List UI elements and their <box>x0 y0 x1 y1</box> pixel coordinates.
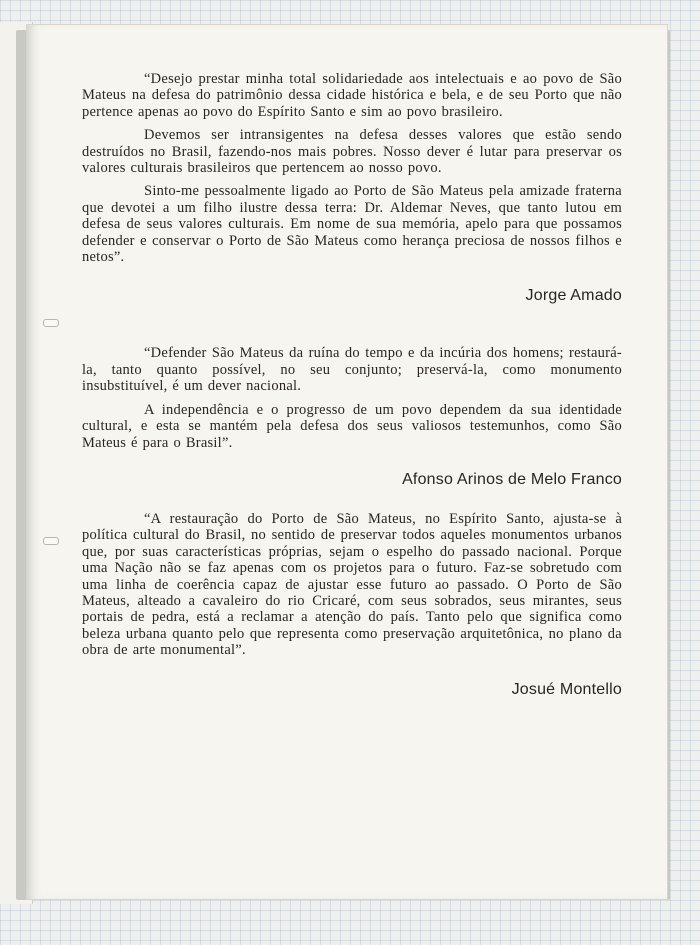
quote-jorge-amado <box>82 71 622 305</box>
staple-bottom <box>43 537 59 545</box>
quote-afonso-arinos <box>82 345 622 488</box>
quote-paragraph: Sinto-me pessoalmente ligado ao Porto de São Mateus pela amizade fraterna que devotei a um filho ilustre dessa terra: Dr. Aldemar Neves, que tanto lutou em defesa de seus valores culturais. Em nome de sua memória, apelo para que possamos defender e conservar o Porto de São Mateus como herança preciosa de nossos filhos e netos”. <box>82 183 622 266</box>
page-content <box>82 71 622 699</box>
author-signature: Josué Montello <box>511 680 622 698</box>
author-signature: Afonso Arinos de Melo Franco <box>402 470 622 488</box>
quote-paragraph: “Desejo prestar minha total solidariedade aos intelectuais e ao povo de São Mateus na defesa do patrimônio dessa cidade histórica e bela, e de seu Porto que não pertence apenas ao povo do Espírito Santo e sim ao povo brasileiro. <box>82 71 622 120</box>
quote-paragraph: “Defender São Mateus da ruína do tempo e da incúria dos homens; restaurá-la, tanto quanto possível, no seu conjunto; preservá-la, como monumento insubstituível, é um dever nacional. <box>82 345 622 395</box>
staple-top <box>43 319 59 327</box>
quote-paragraph: Devemos ser intransigentes na defesa desses valores que estão sendo destruídos no Brasil, fazendo-nos mais pobres. Nosso dever é lutar para preservar os valores culturais brasileiros que pertencem ao nosso povo. <box>82 127 622 177</box>
quote-paragraph: “A restauração do Porto de São Mateus, no Espírito Santo, ajusta-se à política cultural do Brasil, no sentido de preservar todos aqueles monumentos urbanos que, por suas características próprias, sejam o espelho do passado nacional. Porque uma Nação não se faz apenas com os projetos para o futuro. Faz-se sobretudo com uma linha de coerência capaz de ajustar esse futuro ao passado. O Porto de São Mateus, alteado a cavaleiro do rio Cricaré, com seus sobrados, seus mirantes, seus portais de pedra, está a reclamar a atenção do país. Tanto pelo que significa como beleza urbana quanto pelo que representa como preservação arquitetônica, no plano da obra de arte monumental”. <box>82 510 622 659</box>
quote-paragraph: A independência e o progresso de um povo dependem da sua identidade cultural, e esta se mantém pela defesa dos seus valiosos testemunhos, como São Mateus é para o Brasil”. <box>82 401 622 451</box>
quote-josue-montello <box>82 511 622 699</box>
author-signature: Jorge Amado <box>525 287 622 305</box>
